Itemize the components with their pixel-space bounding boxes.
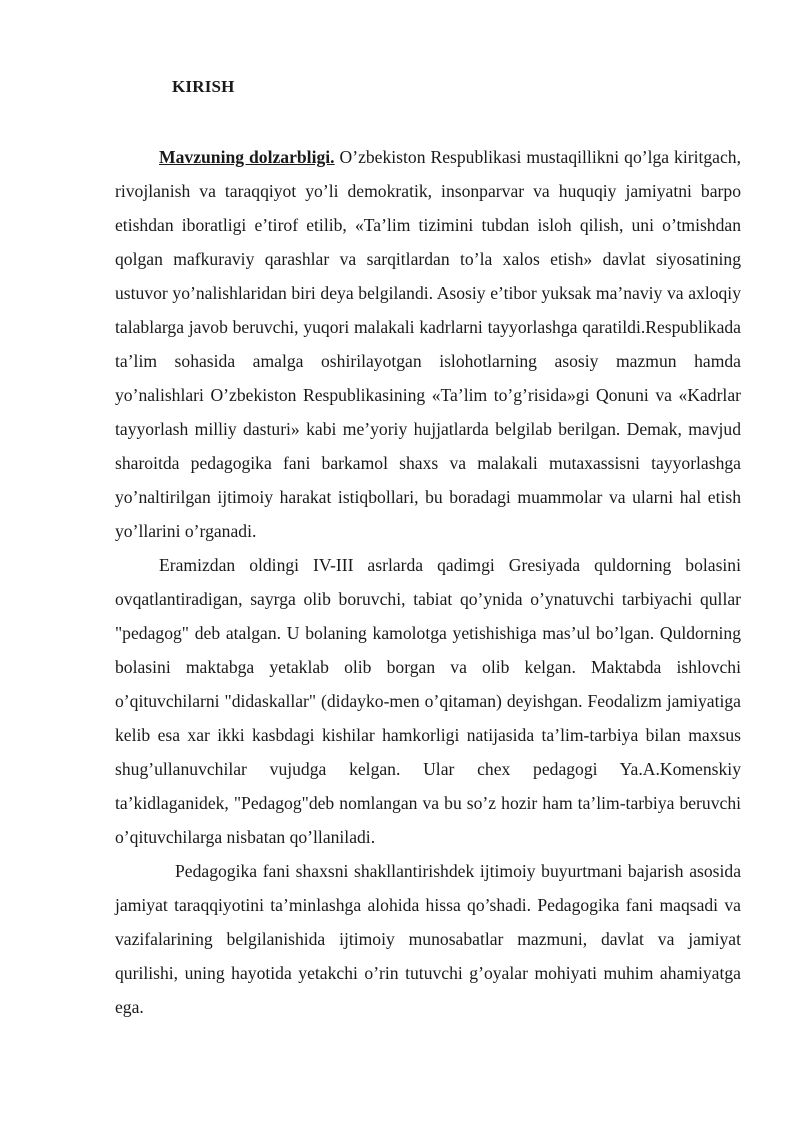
document-body (115, 140, 741, 1024)
paragraph-history: Eramizdan oldingi IV-III asrlarda qadimgi Gresiyada quldorning bolasini ovqatlantiradigan, sayrga olib boruvchi, tabiat qo’ynida o’ynatuvchi tarbiyachi qullar "pedagog" deb atalgan. U bolaning kamolotga yetishishiga mas’ul bo’lgan. Quldorning bolasini maktabga yetaklab olib borgan va olib kelgan. Maktabda ishlovchi o’qituvchilarni "didaskallar" (didayko-men o’qitaman) deyishgan. Feodalizm jamiyatiga kelib esa xar ikki kasbdagi kishilar hamkorligi natijasida ta’lim-tarbiya bilan maxsus shug’ullanuvchilar vujudga kelgan. Ular chex pedagogi Ya.A.Komenskiy ta’kidlaganidek, "Pedagog"deb nomlangan va bu so’z hozir ham ta’lim-tarbiya beruvchi o’qituvchilarga nisbatan qo’llaniladi. (115, 555, 741, 847)
paragraph-lead: Mavzuning dolzarbligi. (159, 147, 335, 167)
paragraph-relevance (115, 140, 741, 548)
paragraph-pedagogy: Pedagogika fani shaxsni shakllantirishdek ijtimoiy buyurtmani bajarish asosida jamiyat taraqqiyotini ta’minlashga alohida hissa qo’shadi. Pedagogika fani maqsadi va vazifalarining belgilanishida ijtimoiy munosabatlar mazmuni, davlat va jamiyat qurilishi, uning hayotida yetakchi o’rin tutuvchi g’oyalar mohiyati muhim ahamiyatga ega. (115, 861, 741, 1017)
paragraph-text: O’zbekiston Respublikasi mustaqillikni qo’lga kiritgach, rivojlanish va taraqqiyot yo’li demokratik, insonparvar va huquqiy jamiyatni barpo etishdan iboratligi e’tirof etilib, «Ta’lim tizimini tubdan isloh qilish, uni o’tmishdan qolgan mafkuraviy qarashlar va sarqitlardan to’la xalos etish» davlat siyosatining ustuvor yo’nalishlaridan biri deya belgilandi. Asosiy e’tibor yuksak ma’naviy va axloqiy talablarga javob beruvchi, yuqori malakali kadrlarni tayyorlashga qaratildi.Respublikada ta’lim sohasida amalga oshirilayotgan islohotlarning asosiy mazmun hamda yo’nalishlari O’zbekiston Respublikasining «Ta’lim to’g’risida»gi Qonuni va «Kadrlar tayyorlash milliy dasturi» kabi me’yoriy hujjatlarda belgilab berilgan. Demak, mavjud sharoitda pedagogika fani barkamol shaxs va malakali mutaxassisni tayyorlashga yo’naltirilgan ijtimoiy harakat istiqbollari, bu boradagi muammolar va ularni hal etish yo’llarini o’rganadi. (115, 147, 741, 541)
section-heading: KIRISH (172, 77, 235, 96)
